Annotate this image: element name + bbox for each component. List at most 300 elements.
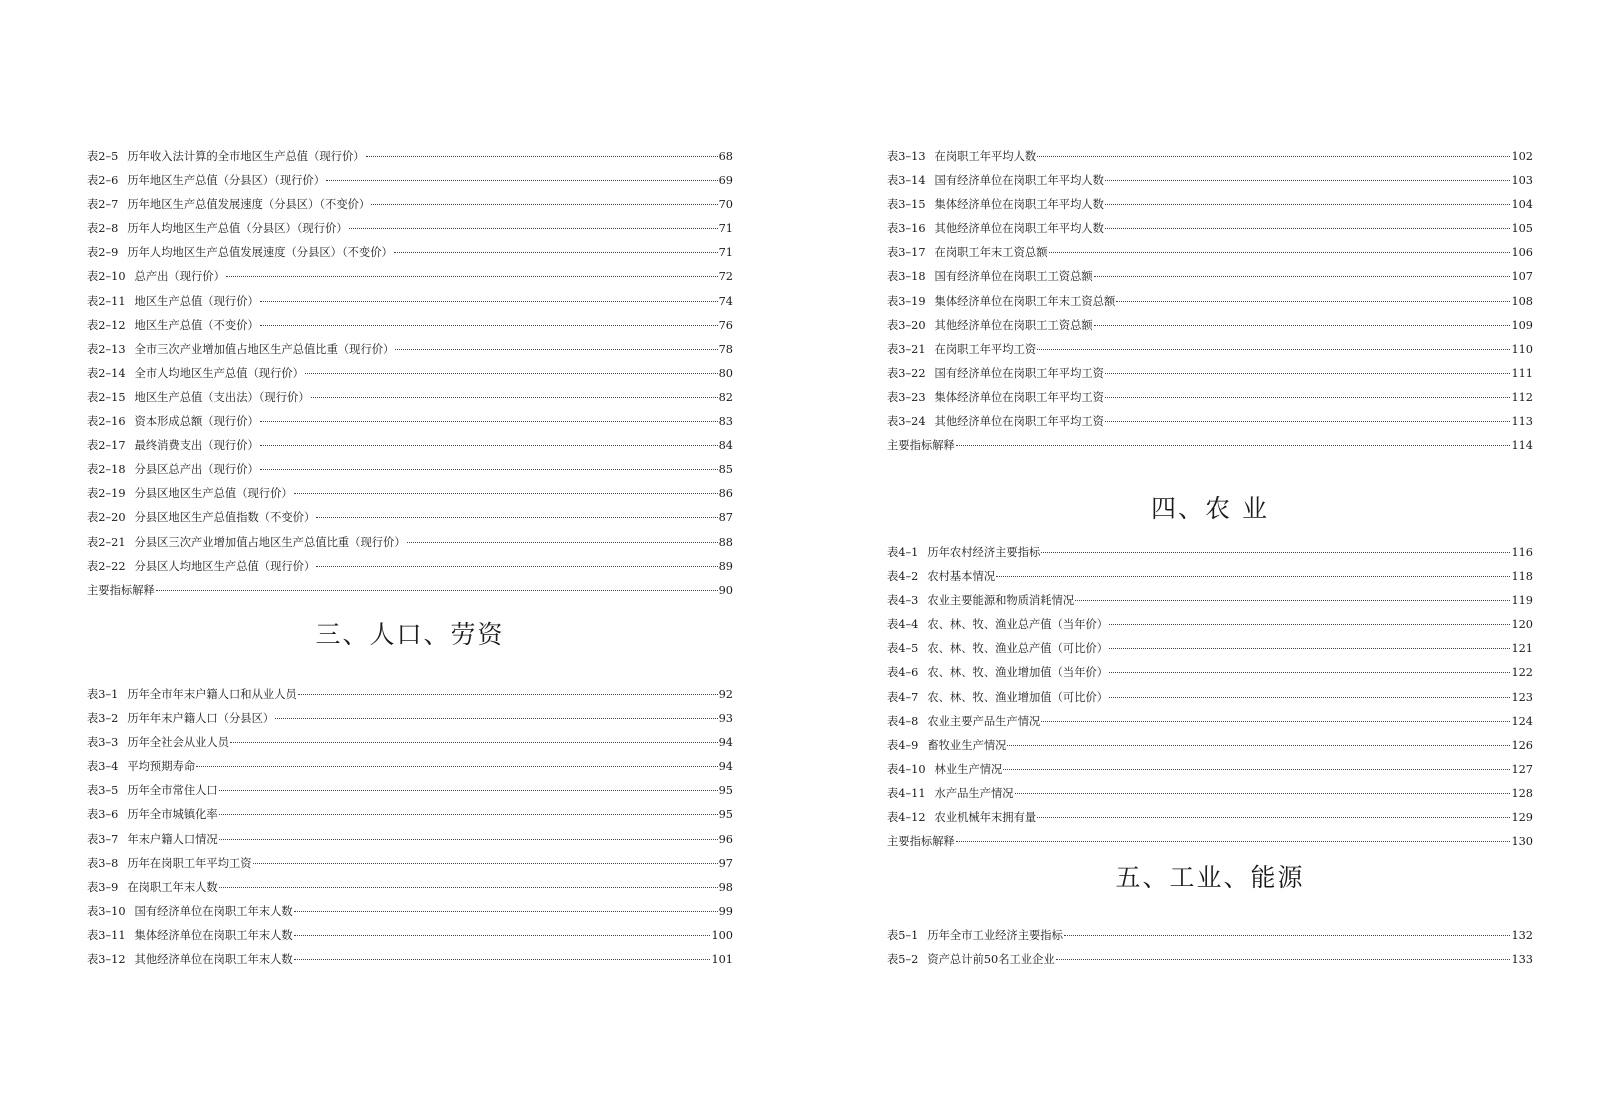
toc-entry-page-number: 101 [711, 953, 733, 967]
toc-entry-page-number: 113 [1511, 415, 1533, 429]
toc-entry[interactable] [887, 637, 1533, 661]
dot-leader [1056, 959, 1511, 960]
toc-entry[interactable] [887, 661, 1533, 685]
toc-entry-page-number: 127 [1511, 762, 1533, 776]
toc-entry-page-number: 71 [718, 246, 733, 260]
dot-leader [219, 790, 718, 791]
toc-entry[interactable] [887, 589, 1533, 613]
toc-entry-code: 表2–6 [87, 174, 119, 188]
toc-entry-page-number: 94 [718, 736, 733, 750]
dot-leader [219, 814, 718, 815]
dot-leader [294, 959, 711, 960]
toc-entry[interactable] [87, 506, 733, 530]
dot-leader [1037, 817, 1510, 818]
dot-leader [316, 517, 717, 518]
toc-entry[interactable] [887, 565, 1533, 589]
toc-entry-page-number: 95 [718, 784, 733, 798]
dot-leader [1094, 325, 1511, 326]
toc-entry-code: 表4–7 [887, 690, 919, 704]
toc-entry-code: 表2–20 [87, 511, 126, 525]
toc-entry[interactable] [87, 900, 733, 924]
toc-entry-page-number: 87 [718, 511, 733, 525]
toc-entry-page-number: 109 [1511, 318, 1533, 332]
dot-leader [1105, 228, 1510, 229]
dot-leader [1015, 793, 1511, 794]
dot-leader [1075, 600, 1510, 601]
toc-entry[interactable] [87, 458, 733, 482]
toc-entry[interactable] [887, 217, 1533, 241]
toc-entry[interactable] [887, 924, 1533, 948]
toc-entry-title: 历年全市常住人口 [127, 784, 218, 798]
toc-entry[interactable] [887, 145, 1533, 169]
toc-entry[interactable] [887, 386, 1533, 410]
toc-entry-page-number: 72 [718, 270, 733, 284]
toc-entry-code: 表3–6 [87, 808, 119, 822]
dot-leader [298, 694, 718, 695]
toc-entry-page-number: 118 [1511, 570, 1533, 584]
dot-leader [275, 718, 717, 719]
toc-entry[interactable] [87, 531, 733, 555]
dot-leader [956, 841, 1511, 842]
toc-entry-page-number: 114 [1511, 439, 1533, 453]
toc-entry-code: 表3–10 [87, 904, 126, 918]
dot-leader [1037, 349, 1510, 350]
toc-block [887, 541, 1533, 854]
toc-entry-page-number: 111 [1511, 366, 1533, 380]
toc-entry[interactable] [87, 803, 733, 827]
toc-entry-code: 表3–3 [87, 736, 119, 750]
dot-leader [260, 325, 718, 326]
toc-entry[interactable] [87, 924, 733, 948]
toc-entry-code: 表3–1 [87, 688, 119, 701]
toc-entry-title: 集体经济单位在岗职工年平均工资 [934, 390, 1104, 404]
toc-entry-page-number: 116 [1511, 546, 1533, 559]
toc-entry-title: 其他经济单位在岗职工年平均人数 [934, 222, 1104, 236]
toc-entry-title: 在岗职工年末工资总额 [934, 246, 1048, 260]
toc-entry-title: 地区生产总值（支出法）（现行价） [134, 390, 310, 404]
toc-block [887, 145, 1533, 458]
toc-entry-code: 表4–3 [887, 594, 919, 608]
toc-entry-title: 历年地区生产总值（分县区）（现行价） [127, 174, 326, 188]
toc-entry-code: 表3–23 [887, 390, 926, 404]
toc-entry-page-number: 90 [718, 583, 733, 597]
toc-entry-title: 全市三次产业增加值占地区生产总值比重（现行价） [134, 342, 395, 356]
dot-leader [260, 301, 718, 302]
toc-entry-title: 集体经济单位在岗职工年末人数 [134, 928, 293, 942]
toc-entry-code: 表3–13 [887, 150, 926, 163]
toc-entry-page-number: 96 [718, 832, 733, 846]
toc-entry-code: 表4–2 [887, 570, 919, 584]
toc-entry-title: 历年收入法计算的全市地区生产总值（现行价） [127, 150, 365, 163]
toc-entry-code: 表3–5 [87, 784, 119, 798]
toc-entry-code: 表3–12 [87, 953, 126, 967]
toc-entry-title: 分县区地区生产总值指数（不变价） [134, 511, 316, 525]
toc-entry-title: 在岗职工年平均人数 [934, 150, 1037, 163]
dot-leader [253, 863, 718, 864]
toc-entry-title: 地区生产总值（现行价） [134, 294, 259, 308]
toc-entry-code: 表2–21 [87, 535, 126, 549]
toc-entry-code: 表2–8 [87, 222, 119, 236]
toc-entry[interactable] [887, 193, 1533, 217]
toc-entry-title: 总产出（现行价） [134, 270, 225, 284]
dot-leader [260, 421, 718, 422]
toc-entry[interactable] [87, 707, 733, 731]
dot-leader [1049, 252, 1511, 253]
toc-entry-page-number: 128 [1511, 786, 1533, 800]
toc-entry-page-number: 123 [1511, 690, 1533, 704]
toc-entry-code: 表3–24 [887, 415, 926, 429]
toc-entry[interactable] [887, 434, 1533, 458]
toc-entry-title: 农业主要产品生产情况 [927, 714, 1041, 728]
toc-entry[interactable] [87, 852, 733, 876]
toc-entry[interactable] [87, 145, 733, 169]
dot-leader [219, 887, 718, 888]
toc-entry-title: 分县区地区生产总值（现行价） [134, 487, 293, 501]
toc-entry-title: 其他经济单位在岗职工年末人数 [134, 953, 293, 967]
toc-entry-title: 国有经济单位在岗职工年平均人数 [934, 174, 1104, 188]
toc-entry-title: 集体经济单位在岗职工年平均人数 [934, 198, 1104, 212]
dot-leader [311, 397, 718, 398]
toc-entry-page-number: 92 [718, 688, 733, 701]
toc-entry[interactable] [887, 541, 1533, 565]
toc-entry[interactable] [887, 265, 1533, 289]
toc-entry-code: 表4–9 [887, 738, 919, 752]
toc-entry-page-number: 103 [1511, 174, 1533, 188]
toc-entry-code: 表3–7 [87, 832, 119, 846]
toc-entry-title: 分县区三次产业增加值占地区生产总值比重（现行价） [134, 535, 406, 549]
toc-entry-title: 历年地区生产总值发展速度（分县区）（不变价） [127, 198, 371, 212]
toc-entry-title: 水产品生产情况 [934, 786, 1014, 800]
toc-entry-page-number: 89 [718, 559, 733, 573]
toc-entry[interactable] [87, 434, 733, 458]
toc-entry-code: 表2–5 [87, 150, 119, 163]
toc-entry[interactable] [87, 290, 733, 314]
toc-entry-title: 其他经济单位在岗职工年平均工资 [934, 415, 1104, 429]
toc-entry-page-number: 122 [1511, 666, 1533, 680]
dot-leader [996, 576, 1510, 577]
toc-entry-page-number: 88 [718, 535, 733, 549]
toc-entry[interactable] [87, 779, 733, 803]
toc-entry-title: 历年全市工业经济主要指标 [927, 929, 1063, 942]
toc-entry-code: 表2–17 [87, 439, 126, 453]
toc-entry-page-number: 84 [718, 439, 733, 453]
toc-entry[interactable] [87, 217, 733, 241]
dot-leader [1105, 180, 1510, 181]
dot-leader [1116, 301, 1510, 302]
toc-entry-title: 在岗职工年平均工资 [934, 342, 1037, 356]
toc-entry-code: 表3–20 [887, 318, 926, 332]
toc-entry-page-number: 132 [1511, 929, 1533, 942]
toc-entry-page-number: 108 [1511, 294, 1533, 308]
toc-entry-title: 农业机械年末拥有量 [934, 811, 1037, 825]
toc-entry-title: 农、林、牧、渔业总产值（可比价） [927, 642, 1109, 656]
dot-leader [1105, 397, 1510, 398]
toc-entry-title: 全市人均地区生产总值（现行价） [134, 366, 304, 380]
toc-entry-code: 表4–8 [887, 714, 919, 728]
dot-leader [1041, 552, 1510, 553]
toc-entry[interactable] [887, 241, 1533, 265]
toc-entry-title: 历年年末户籍人口（分县区） [127, 712, 275, 726]
toc-entry-code: 表2–12 [87, 318, 126, 332]
toc-entry-title: 最终消费支出（现行价） [134, 439, 259, 453]
toc-entry-page-number: 68 [718, 150, 733, 163]
toc-entry-title: 农业主要能源和物质消耗情况 [927, 594, 1075, 608]
toc-entry-page-number: 93 [718, 712, 733, 726]
toc-entry-page-number: 70 [718, 198, 733, 212]
dot-leader [226, 276, 718, 277]
toc-entry-title: 农、林、牧、渔业总产值（当年价） [927, 618, 1109, 632]
dot-leader [394, 252, 718, 253]
toc-entry[interactable] [887, 782, 1533, 806]
dot-leader [1109, 624, 1510, 625]
toc-entry-code: 表2–16 [87, 415, 126, 429]
toc-entry-title: 资产总计前50名工业企业 [927, 953, 1055, 967]
toc-entry-page-number: 130 [1511, 835, 1533, 849]
toc-entry-title: 历年农村经济主要指标 [927, 546, 1041, 559]
toc-entry-code: 表4–4 [887, 618, 919, 632]
toc-entry-page-number: 83 [718, 415, 733, 429]
toc-entry-page-number: 121 [1511, 642, 1533, 656]
dot-leader [326, 180, 718, 181]
toc-entry-page-number: 126 [1511, 738, 1533, 752]
toc-entry-code: 表3–9 [87, 880, 119, 894]
toc-entry-code: 表3–8 [87, 856, 119, 870]
toc-entry-code: 表3–17 [887, 246, 926, 260]
toc-entry-title: 林业生产情况 [934, 762, 1003, 776]
dot-leader [219, 839, 718, 840]
toc-entry[interactable] [87, 555, 733, 579]
dot-leader [956, 445, 1511, 446]
dot-leader [1109, 648, 1510, 649]
toc-entry[interactable] [87, 338, 733, 362]
toc-entry[interactable] [87, 265, 733, 289]
toc-entry-page-number: 102 [1511, 150, 1533, 163]
toc-entry-page-number: 124 [1511, 714, 1533, 728]
toc-entry-code: 表3–11 [87, 928, 126, 942]
toc-entry-title: 主要指标解释 [887, 835, 955, 849]
toc-entry-title: 历年在岗职工年平均工资 [127, 856, 252, 870]
dot-leader [294, 911, 718, 912]
toc-entry[interactable] [87, 386, 733, 410]
toc-entry-title: 分县区总产出（现行价） [134, 463, 259, 477]
dot-leader [1041, 721, 1510, 722]
dot-leader [230, 742, 718, 743]
toc-entry-code: 表4–10 [887, 762, 926, 776]
dot-leader [260, 445, 718, 446]
toc-entry-code: 表4–12 [887, 811, 926, 825]
toc-entry[interactable] [887, 734, 1533, 758]
toc-entry-title: 历年人均地区生产总值（分县区）（现行价） [127, 222, 348, 236]
toc-entry-title: 平均预期寿命 [127, 760, 196, 774]
toc-entry[interactable] [887, 290, 1533, 314]
toc-entry-title: 主要指标解释 [87, 583, 155, 597]
toc-entry-code: 表4–11 [887, 786, 926, 800]
toc-entry-title: 其他经济单位在岗职工工资总额 [934, 318, 1093, 332]
toc-entry-page-number: 82 [718, 390, 733, 404]
toc-entry-page-number: 104 [1511, 198, 1533, 212]
toc-entry-page-number: 98 [718, 880, 733, 894]
dot-leader [366, 156, 718, 157]
toc-entry[interactable] [887, 758, 1533, 782]
toc-entry[interactable] [887, 338, 1533, 362]
dot-leader [1109, 697, 1510, 698]
toc-entry-page-number: 120 [1511, 618, 1533, 632]
toc-entry-code: 表2–19 [87, 487, 126, 501]
toc-entry-code: 表2–7 [87, 198, 119, 212]
dot-leader [1094, 276, 1511, 277]
toc-entry-code: 表2–18 [87, 463, 126, 477]
dot-leader [1109, 672, 1510, 673]
toc-entry[interactable] [87, 948, 733, 972]
dot-leader [196, 766, 718, 767]
toc-entry-code: 表3–4 [87, 760, 119, 774]
toc-block [887, 924, 1533, 972]
toc-entry[interactable] [87, 683, 733, 707]
toc-entry-code: 表3–15 [887, 198, 926, 212]
toc-entry-code: 表2–14 [87, 366, 126, 380]
toc-entry-page-number: 74 [718, 294, 733, 308]
toc-entry[interactable] [87, 482, 733, 506]
toc-entry-code: 表3–19 [887, 294, 926, 308]
chapter-heading: 三、人口、劳资 [315, 620, 505, 649]
toc-entry-page-number: 107 [1511, 270, 1533, 284]
toc-entry-page-number: 80 [718, 366, 733, 380]
dot-leader [1105, 421, 1510, 422]
toc-entry-page-number: 76 [718, 318, 733, 332]
toc-entry-code: 表2–15 [87, 390, 126, 404]
toc-entry-page-number: 119 [1511, 594, 1533, 608]
dot-leader [1007, 745, 1510, 746]
toc-entry-code: 表2–10 [87, 270, 126, 284]
toc-entry-title: 地区生产总值（不变价） [134, 318, 259, 332]
toc-entry-code: 表3–14 [887, 174, 926, 188]
toc-entry[interactable] [887, 710, 1533, 734]
toc-entry-page-number: 129 [1511, 811, 1533, 825]
toc-entry-code: 表2–22 [87, 559, 126, 573]
toc-entry-page-number: 94 [718, 760, 733, 774]
toc-entry-page-number: 110 [1511, 342, 1533, 356]
toc-entry[interactable] [87, 314, 733, 338]
toc-entry-title: 农、林、牧、渔业增加值（可比价） [927, 690, 1109, 704]
toc-entry[interactable] [87, 193, 733, 217]
toc-entry-code: 表3–16 [887, 222, 926, 236]
dot-leader [1105, 204, 1510, 205]
toc-entry[interactable] [887, 948, 1533, 972]
toc-entry[interactable] [87, 241, 733, 265]
dot-leader [407, 542, 718, 543]
dot-leader [1105, 373, 1510, 374]
toc-entry-code: 表4–6 [887, 666, 919, 680]
dot-leader [1037, 156, 1510, 157]
toc-entry-code: 表3–18 [887, 270, 926, 284]
dot-leader [156, 590, 718, 591]
dot-leader [316, 566, 717, 567]
toc-entry-code: 表2–13 [87, 342, 126, 356]
toc-entry-page-number: 78 [718, 342, 733, 356]
toc-entry[interactable] [87, 731, 733, 755]
toc-block [87, 683, 733, 972]
dot-leader [1064, 935, 1511, 936]
toc-entry[interactable] [887, 830, 1533, 854]
toc-entry-code: 表4–1 [887, 546, 919, 559]
toc-entry-page-number: 71 [718, 222, 733, 236]
toc-entry-title: 分县区人均地区生产总值（现行价） [134, 559, 316, 573]
toc-entry-title: 国有经济单位在岗职工年平均工资 [934, 366, 1104, 380]
toc-entry-title: 年末户籍人口情况 [127, 832, 218, 846]
chapter-heading: 四、农 业 [1151, 494, 1269, 523]
toc-entry-title: 国有经济单位在岗职工年末人数 [134, 904, 293, 918]
dot-leader [371, 204, 717, 205]
toc-entry-title: 历年人均地区生产总值发展速度（分县区）（不变价） [127, 246, 393, 260]
dot-leader [1003, 769, 1510, 770]
toc-entry-page-number: 69 [718, 174, 733, 188]
toc-entry-title: 主要指标解释 [887, 439, 955, 453]
toc-entry-page-number: 97 [718, 856, 733, 870]
toc-entry-page-number: 95 [718, 808, 733, 822]
toc-entry-page-number: 106 [1511, 246, 1533, 260]
toc-entry[interactable] [887, 169, 1533, 193]
dot-leader [395, 349, 717, 350]
toc-entry[interactable] [887, 806, 1533, 830]
toc-entry-code: 表5–2 [887, 953, 919, 967]
toc-entry-title: 在岗职工年末人数 [127, 880, 218, 894]
toc-entry[interactable] [887, 362, 1533, 386]
toc-entry-title: 历年全市年末户籍人口和从业人员 [127, 688, 297, 701]
toc-entry-page-number: 112 [1511, 390, 1533, 404]
dot-leader [260, 469, 718, 470]
toc-entry-code: 表3–2 [87, 712, 119, 726]
dot-leader [349, 228, 718, 229]
toc-entry[interactable] [87, 362, 733, 386]
toc-entry-title: 集体经济单位在岗职工年末工资总额 [934, 294, 1116, 308]
toc-entry[interactable] [87, 579, 733, 603]
toc-entry[interactable] [887, 314, 1533, 338]
toc-entry-code: 表2–11 [87, 294, 126, 308]
toc-entry-title: 农村基本情况 [927, 570, 996, 584]
toc-entry[interactable] [87, 876, 733, 900]
toc-entry-title: 农、林、牧、渔业增加值（当年价） [927, 666, 1109, 680]
toc-entry-page-number: 105 [1511, 222, 1533, 236]
chapter-heading: 五、工业、能源 [1115, 863, 1305, 892]
dot-leader [305, 373, 718, 374]
toc-entry-page-number: 86 [718, 487, 733, 501]
toc-entry-page-number: 99 [718, 904, 733, 918]
toc-entry-title: 资本形成总额（现行价） [134, 415, 259, 429]
toc-entry-code: 表4–5 [887, 642, 919, 656]
toc-entry-code: 表5–1 [887, 929, 919, 942]
toc-entry-page-number: 100 [711, 928, 733, 942]
toc-entry-code: 表2–9 [87, 246, 119, 260]
toc-block [87, 145, 733, 603]
dot-leader [294, 493, 718, 494]
toc-entry-code: 表3–22 [887, 366, 926, 380]
toc-entry-title: 历年全社会从业人员 [127, 736, 230, 750]
dot-leader [294, 935, 711, 936]
toc-entry[interactable] [887, 410, 1533, 434]
toc-entry-title: 国有经济单位在岗职工工资总额 [934, 270, 1093, 284]
toc-entry[interactable] [87, 755, 733, 779]
toc-entry-title: 畜牧业生产情况 [927, 738, 1007, 752]
toc-entry-title: 历年全市城镇化率 [127, 808, 218, 822]
toc-entry-code: 表3–21 [887, 342, 926, 356]
toc-entry[interactable] [887, 613, 1533, 637]
toc-entry[interactable] [887, 686, 1533, 710]
toc-entry[interactable] [87, 169, 733, 193]
toc-entry[interactable] [87, 410, 733, 434]
toc-entry-page-number: 85 [718, 463, 733, 477]
toc-entry[interactable] [87, 828, 733, 852]
toc-entry-page-number: 133 [1511, 953, 1533, 967]
